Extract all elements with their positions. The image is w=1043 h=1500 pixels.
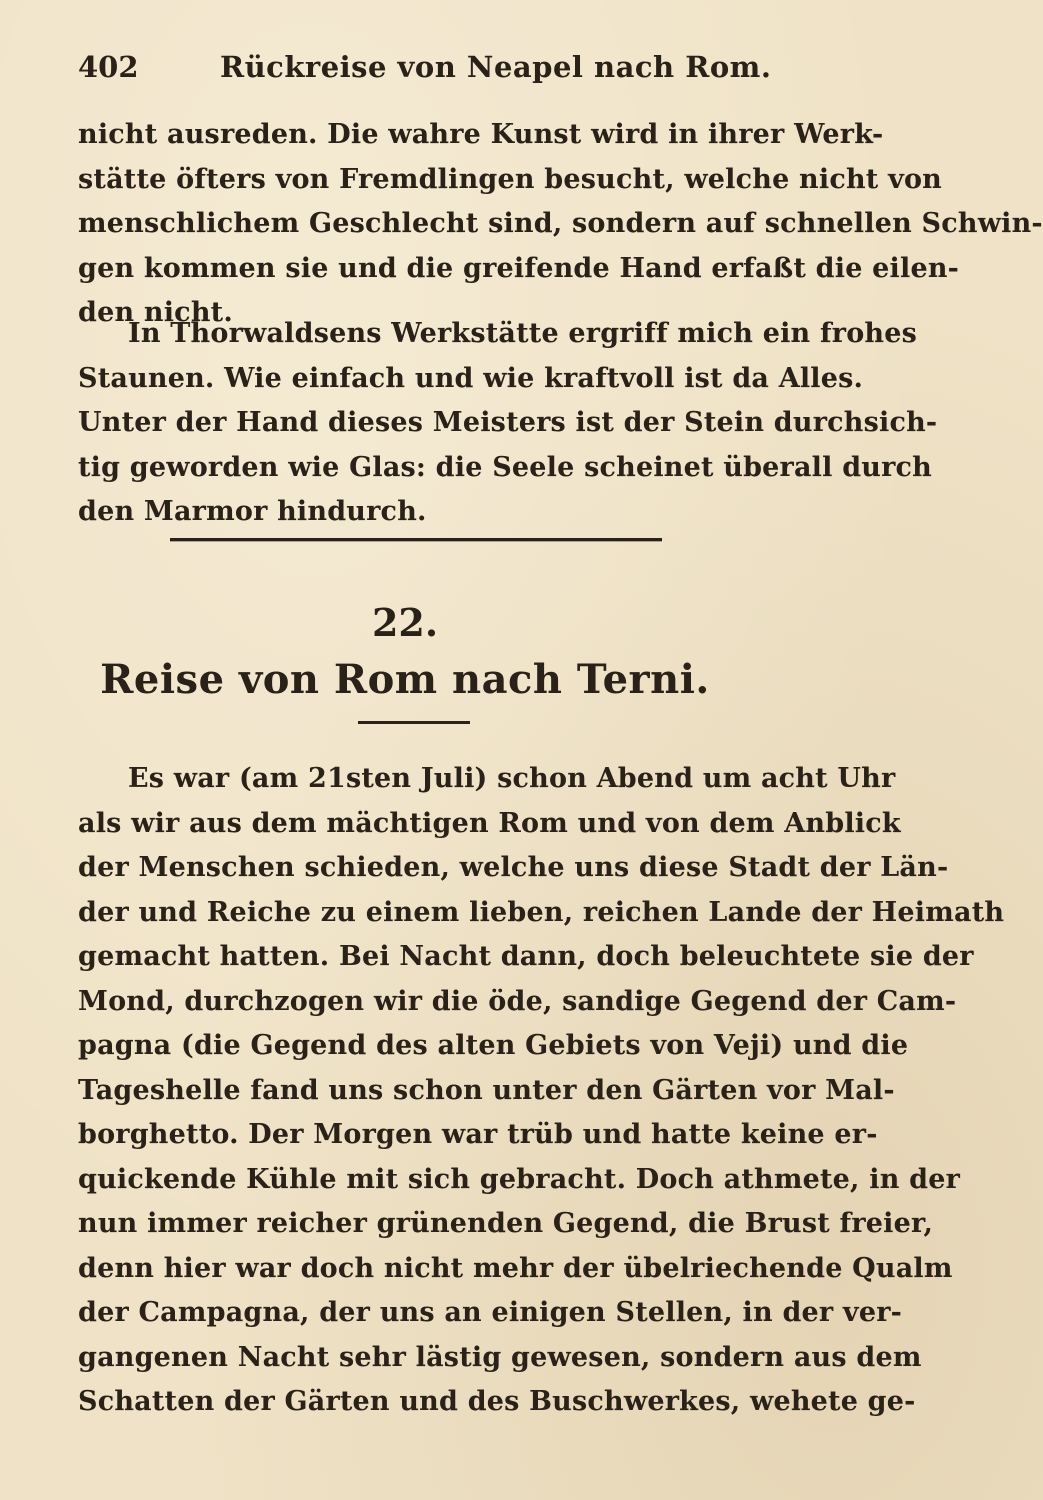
chapter-number: 22. [371,600,439,645]
page-number: 402 [78,50,139,84]
text-line: den nicht. [78,297,233,328]
text-line: gangenen Nacht sehr lästig gewesen, sondern aus dem [78,1341,922,1373]
text-line: nun immer reicher grünenden Gegend, die Brust freier, [78,1208,934,1239]
text-line: Tageshelle fand uns schon unter den Gärten vor Mal- [78,1074,895,1106]
text-line: der Campagna, der uns an einigen Stellen, in der ver- [78,1297,903,1328]
text-line: als wir aus dem mächtigen Rom und von dem Anblick [78,807,901,839]
text-line: tig geworden wie Glas: die Seele scheinet überall durch [78,451,932,483]
chapter-title: Reise von Rom nach Terni. [100,656,710,703]
paragraph-3 [78,757,1005,1425]
title-underline [358,721,470,724]
text-line: pagna (die Gegend des alten Gebiets von Veji) und die [78,1030,909,1061]
text-line: den Marmor hindurch. [78,496,427,527]
text-line: menschlichem Geschlecht sind, sondern auf schnellen Schwin- [78,208,1043,239]
text-line: stätte öfters von Fremdlingen besucht, welche nicht von [78,163,943,195]
running-title: Rückreise von Neapel nach Rom. [220,50,772,84]
text-line: gen kommen sie und die greifende Hand erfaßt die eilen- [78,252,960,284]
text-line: Es war (am 21sten Juli) schon Abend um acht Uhr [128,763,896,794]
text-line: der Menschen schieden, welche uns diese Stadt der Län- [78,852,949,883]
text-line: borghetto. Der Morgen war trüb und hatte keine er- [78,1119,878,1150]
text-line: Schatten der Gärten und des Buschwerkes, wehete ge- [78,1386,916,1417]
text-line: nicht ausreden. Die wahre Kunst wird in ihrer Werk- [78,119,884,150]
text-line: Mond, durchzogen wir die öde, sandige Gegend der Cam- [78,985,957,1017]
section-divider [170,538,662,541]
text-line: der und Reiche zu einem lieben, reichen Lande der Heimath [78,896,1005,928]
text-line: denn hier war doch nicht mehr der übelriechende Qualm [78,1252,953,1284]
text-line: gemacht hatten. Bei Nacht dann, doch beleuchtete sie der [78,941,974,972]
text-line: quickende Kühle mit sich gebracht. Doch athmete, in der [78,1163,961,1195]
text-line: Staunen. Wie einfach und wie kraftvoll ist da Alles. [78,362,864,394]
text-line: Unter der Hand dieses Meisters ist der Stein durchsich- [78,407,938,438]
running-head [78,50,772,90]
text-line: In Thorwaldsens Werkstätte ergriff mich ein frohes [128,318,918,349]
paragraph-2 [78,312,938,535]
